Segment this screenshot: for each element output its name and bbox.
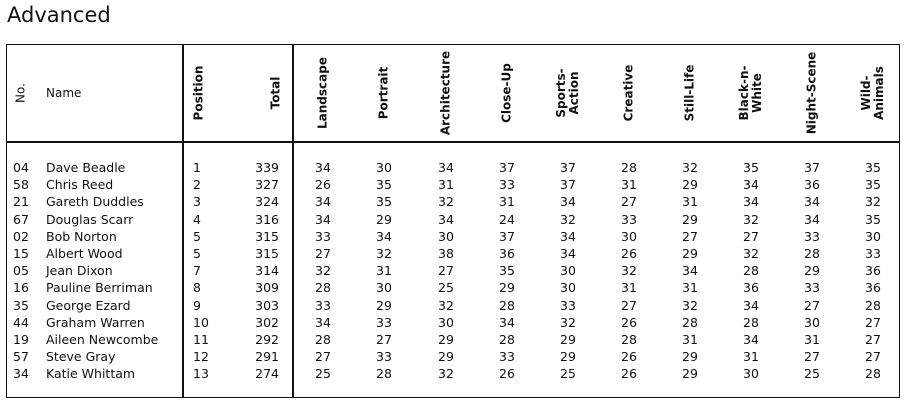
row-score: 27 <box>804 297 820 313</box>
row-no: 21 <box>13 194 29 210</box>
row-score: 25 <box>438 280 454 296</box>
row-score: 28 <box>315 280 331 296</box>
row-score: 30 <box>804 314 820 330</box>
row-position: 12 <box>193 349 209 365</box>
row-score: 27 <box>621 297 637 313</box>
row-score: 30 <box>376 160 392 175</box>
row-position: 8 <box>193 280 201 296</box>
row-score: 38 <box>438 246 454 261</box>
row-total: 316 <box>255 211 279 227</box>
row-score: 34 <box>560 228 576 244</box>
row-score: 31 <box>682 332 698 347</box>
row-name: Albert Wood <box>46 246 123 261</box>
row-score: 33 <box>499 349 515 365</box>
header-category-line: Still-Life <box>682 64 697 122</box>
header-category <box>738 66 764 121</box>
row-score: 32 <box>438 297 454 313</box>
header-name: Name <box>46 86 82 100</box>
row-score: 30 <box>438 228 454 244</box>
row-score: 35 <box>499 263 515 279</box>
row-score: 29 <box>682 211 698 227</box>
row-no: 58 <box>13 177 29 193</box>
row-score: 28 <box>621 332 637 347</box>
header-category <box>440 51 453 135</box>
row-score: 29 <box>438 332 454 347</box>
row-score: 33 <box>315 297 331 313</box>
row-score: 35 <box>376 177 392 193</box>
row-score: 32 <box>560 211 576 227</box>
row-score: 25 <box>315 366 331 382</box>
row-score: 31 <box>621 177 637 193</box>
row-score: 27 <box>621 194 637 210</box>
row-score: 36 <box>865 280 881 296</box>
row-score: 25 <box>804 366 820 382</box>
row-score: 35 <box>376 194 392 210</box>
row-score: 32 <box>560 314 576 330</box>
header-divider <box>7 141 899 143</box>
row-no: 57 <box>13 349 29 365</box>
row-score: 34 <box>743 297 759 313</box>
row-score: 34 <box>315 211 331 227</box>
row-score: 29 <box>499 280 515 296</box>
row-no: 05 <box>13 263 29 279</box>
row-total: 327 <box>255 177 279 193</box>
row-score: 27 <box>743 228 759 244</box>
row-total: 303 <box>255 297 279 313</box>
row-score: 35 <box>865 160 881 175</box>
row-no: 34 <box>13 366 29 382</box>
row-score: 33 <box>315 228 331 244</box>
row-score: 33 <box>621 211 637 227</box>
header-total: Total <box>268 76 283 110</box>
row-position: 7 <box>193 263 201 279</box>
row-score: 37 <box>499 228 515 244</box>
row-total: 309 <box>255 280 279 296</box>
row-score: 30 <box>438 314 454 330</box>
row-no: 04 <box>13 160 29 175</box>
row-score: 35 <box>865 177 881 193</box>
row-name: George Ezard <box>46 297 131 313</box>
row-score: 34 <box>560 194 576 210</box>
row-name: Aileen Newcombe <box>46 332 159 347</box>
row-score: 28 <box>499 297 515 313</box>
column-divider <box>182 45 184 397</box>
row-score: 34 <box>804 211 820 227</box>
header-category <box>684 65 697 122</box>
row-score: 29 <box>560 349 576 365</box>
row-score: 32 <box>682 160 698 175</box>
row-score: 30 <box>865 228 881 244</box>
row-total: 291 <box>255 349 279 365</box>
row-total: 315 <box>255 246 279 261</box>
row-score: 31 <box>499 194 515 210</box>
row-name: Katie Whittam <box>46 366 136 382</box>
row-position: 13 <box>193 366 209 382</box>
results-table <box>6 44 900 398</box>
row-score: 26 <box>499 366 515 382</box>
row-score: 27 <box>315 246 331 261</box>
row-score: 36 <box>804 177 820 193</box>
row-score: 29 <box>438 349 454 365</box>
row-score: 30 <box>621 228 637 244</box>
row-score: 29 <box>376 211 392 227</box>
header-category-line: Creative <box>621 64 636 122</box>
row-score: 26 <box>621 314 637 330</box>
row-score: 37 <box>499 160 515 175</box>
row-score: 36 <box>743 280 759 296</box>
row-score: 34 <box>743 332 759 347</box>
row-name: Gareth Duddles <box>46 194 144 210</box>
row-score: 27 <box>804 349 820 365</box>
row-total: 324 <box>255 194 279 210</box>
row-position: 3 <box>193 194 201 210</box>
row-name: Dave Beadle <box>46 160 126 175</box>
row-score: 34 <box>682 263 698 279</box>
row-score: 31 <box>682 280 698 296</box>
row-score: 33 <box>499 177 515 193</box>
row-name: Graham Warren <box>46 314 145 330</box>
row-no: 35 <box>13 297 29 313</box>
row-name: Chris Reed <box>46 177 114 193</box>
header-category-line: White <box>750 73 764 113</box>
row-position: 5 <box>193 246 201 261</box>
row-total: 274 <box>255 366 279 382</box>
row-score: 37 <box>560 160 576 175</box>
row-no: 16 <box>13 280 29 296</box>
row-score: 28 <box>743 314 759 330</box>
row-position: 2 <box>193 177 201 193</box>
header-category-line: Close-Up <box>499 63 514 123</box>
row-score: 29 <box>682 246 698 261</box>
header-no: No. <box>13 83 28 103</box>
row-score: 27 <box>438 263 454 279</box>
row-score: 35 <box>865 211 881 227</box>
row-total: 339 <box>255 160 279 175</box>
header-category-line: Architecture <box>438 50 453 136</box>
row-score: 32 <box>376 246 392 261</box>
row-score: 29 <box>376 297 392 313</box>
row-score: 32 <box>743 246 759 261</box>
header-category-line: Portrait <box>376 66 391 120</box>
row-score: 27 <box>865 349 881 365</box>
row-score: 29 <box>804 263 820 279</box>
row-score: 27 <box>865 314 881 330</box>
header-category <box>378 67 391 120</box>
row-score: 34 <box>438 160 454 175</box>
header-category <box>501 63 514 123</box>
row-score: 34 <box>315 194 331 210</box>
row-score: 33 <box>865 246 881 261</box>
row-score: 27 <box>376 332 392 347</box>
row-no: 15 <box>13 246 29 261</box>
row-score: 30 <box>743 366 759 382</box>
header-category <box>623 65 636 122</box>
row-score: 32 <box>621 263 637 279</box>
header-category-line: Night-Scene <box>804 51 819 135</box>
row-score: 30 <box>376 280 392 296</box>
row-score: 27 <box>682 228 698 244</box>
row-score: 37 <box>560 177 576 193</box>
row-score: 26 <box>621 349 637 365</box>
header-category-line: Action <box>567 71 581 115</box>
row-score: 28 <box>804 246 820 261</box>
header-category <box>555 68 581 117</box>
row-score: 28 <box>315 332 331 347</box>
row-score: 32 <box>438 366 454 382</box>
header-category <box>317 57 330 129</box>
row-score: 29 <box>682 349 698 365</box>
row-total: 292 <box>255 332 279 347</box>
row-score: 36 <box>499 246 515 261</box>
row-score: 27 <box>865 332 881 347</box>
row-score: 33 <box>376 314 392 330</box>
row-position: 10 <box>193 314 209 330</box>
row-score: 28 <box>376 366 392 382</box>
row-score: 28 <box>682 314 698 330</box>
row-score: 28 <box>865 297 881 313</box>
row-no: 67 <box>13 211 29 227</box>
row-score: 28 <box>865 366 881 382</box>
row-score: 33 <box>560 297 576 313</box>
row-score: 31 <box>438 177 454 193</box>
row-score: 30 <box>560 263 576 279</box>
row-score: 32 <box>438 194 454 210</box>
row-score: 26 <box>315 177 331 193</box>
row-no: 19 <box>13 332 29 347</box>
header-category-line: Black-n- <box>737 65 751 121</box>
row-score: 34 <box>560 246 576 261</box>
header-category-line: Sports- <box>554 68 568 118</box>
row-no: 02 <box>13 228 29 244</box>
row-score: 32 <box>865 194 881 210</box>
row-score: 24 <box>499 211 515 227</box>
row-total: 302 <box>255 314 279 330</box>
row-score: 33 <box>376 349 392 365</box>
row-score: 27 <box>315 349 331 365</box>
row-score: 36 <box>865 263 881 279</box>
header-category <box>806 52 819 135</box>
row-score: 31 <box>621 280 637 296</box>
header-category <box>860 66 886 120</box>
row-position: 4 <box>193 211 201 227</box>
row-score: 28 <box>743 263 759 279</box>
header-category-line: Animals <box>872 66 886 120</box>
row-score: 34 <box>743 194 759 210</box>
header-position: Position <box>191 65 206 121</box>
row-position: 1 <box>193 160 201 175</box>
row-score: 34 <box>315 160 331 175</box>
row-name: Steve Gray <box>46 349 116 365</box>
header-category-line: Landscape <box>315 57 330 129</box>
row-total: 314 <box>255 263 279 279</box>
row-score: 25 <box>560 366 576 382</box>
row-name: Douglas Scarr <box>46 211 134 227</box>
row-score: 34 <box>376 228 392 244</box>
row-no: 44 <box>13 314 29 330</box>
row-score: 29 <box>682 366 698 382</box>
row-score: 30 <box>560 280 576 296</box>
row-score: 34 <box>438 211 454 227</box>
row-name: Bob Norton <box>46 228 117 244</box>
row-score: 34 <box>743 177 759 193</box>
header-category-line: Wild- <box>859 75 873 111</box>
row-score: 26 <box>621 366 637 382</box>
row-name: Jean Dixon <box>46 263 113 279</box>
row-score: 28 <box>499 332 515 347</box>
row-score: 31 <box>743 349 759 365</box>
row-position: 5 <box>193 228 201 244</box>
row-score: 34 <box>804 194 820 210</box>
row-score: 31 <box>376 263 392 279</box>
row-total: 315 <box>255 228 279 244</box>
row-score: 29 <box>682 177 698 193</box>
row-score: 35 <box>743 160 759 175</box>
row-score: 32 <box>315 263 331 279</box>
row-score: 26 <box>621 246 637 261</box>
row-score: 34 <box>499 314 515 330</box>
row-name: Pauline Berriman <box>46 280 153 296</box>
row-score: 33 <box>804 280 820 296</box>
column-divider <box>292 45 294 397</box>
row-score: 31 <box>804 332 820 347</box>
row-score: 37 <box>804 160 820 175</box>
row-position: 9 <box>193 297 201 313</box>
row-score: 29 <box>560 332 576 347</box>
row-score: 32 <box>743 211 759 227</box>
row-score: 34 <box>315 314 331 330</box>
row-score: 33 <box>804 228 820 244</box>
row-position: 11 <box>193 332 209 347</box>
row-score: 32 <box>682 297 698 313</box>
row-score: 31 <box>682 194 698 210</box>
row-score: 28 <box>621 160 637 175</box>
page-title: Advanced <box>7 3 111 27</box>
